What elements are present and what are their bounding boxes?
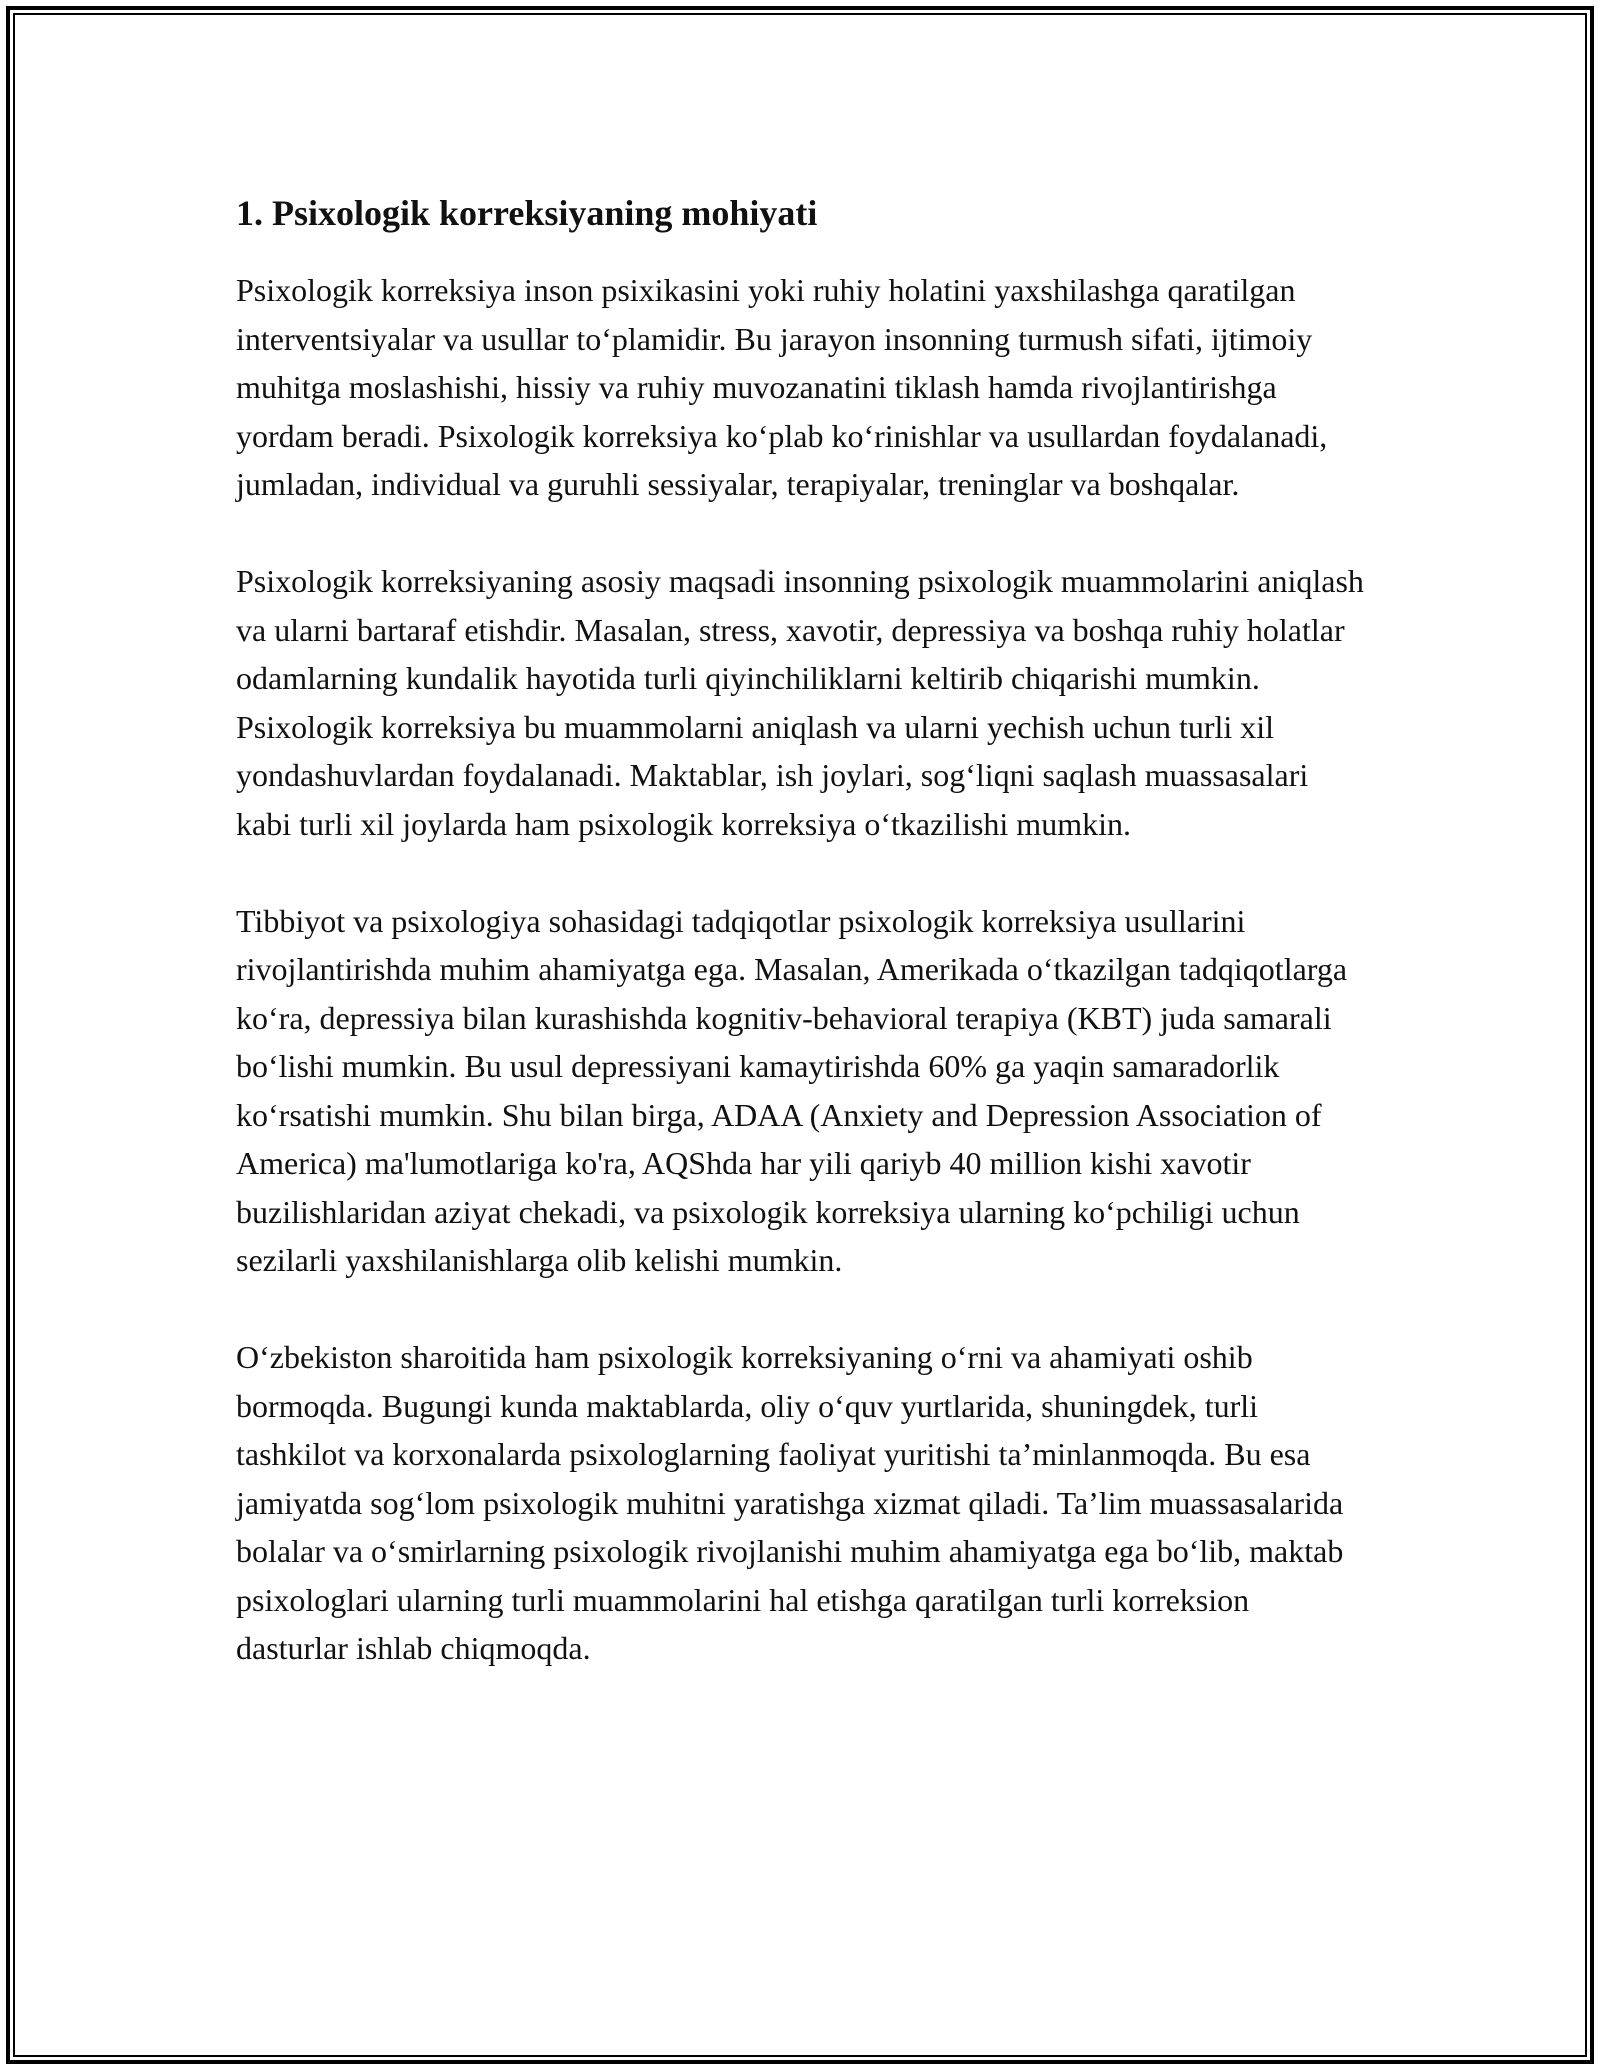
- section-title: 1. Psixologik korreksiyaning mohiyati: [236, 193, 818, 233]
- paragraph-2: Psixologik korreksiyaning asosiy maqsadi insonning psixologik muammolarini aniqlash va ularni bartaraf etishdir. Masalan, stress, xavotir, depressiya va boshqa ruhiy holatlar odamlarning kundalik hayotida turli qiyinchiliklarni keltirib chiqarishi mumkin. Psixologik korreksiya bu muammolarni aniqlash va ularni yechish uchun turli xil yondashuvlardan foydalanadi. Maktablar, ish joylari, sog‘liqni saqlash muassasalari kabi turli xil joylarda ham psixologik korreksiya o‘tkazilishi mumkin.: [236, 563, 1364, 842]
- paragraph-1: Psixologik korreksiya inson psixikasini yoki ruhiy holatini yaxshilashga qaratilgan interventsiyalar va usullar to‘plamidir. Bu jarayon insonning turmush sifati, ijtimoiy muhitga moslashishi, hissiy va ruhiy muvozanatini tiklash hamda rivojlantirishga yordam beradi. Psixologik korreksiya ko‘plab ko‘rinishlar va usullardan foydalanadi, jumladan, individual va guruhli sessiyalar, terapiyalar, treninglar va boshqalar.: [236, 272, 1328, 502]
- document-body: [236, 186, 1368, 1721]
- paragraph-4: O‘zbekiston sharoitida ham psixologik korreksiyaning o‘rni va ahamiyati oshib bormoqda. Bugungi kunda maktablarda, oliy o‘quv yurtlarida, shuningdek, turli tashkilot va korxonalarda psixologlarning faoliyat yuritishi ta’minlanmoqda. Bu esa jamiyatda sog‘lom psixologik muhitni yaratishga xizmat qiladi. Ta’lim muassasalarida bolalar va o‘smirlarning psixologik rivojlanishi muhim ahamiyatga ega bo‘lib, maktab psixologlari ularning turli muammolarini hal etishga qaratilgan turli korreksion dasturlar ishlab chiqmoqda.: [236, 1339, 1344, 1666]
- paragraph-3: Tibbiyot va psixologiya sohasidagi tadqiqotlar psixologik korreksiya usullarini rivojlantirishda muhim ahamiyatga ega. Masalan, Amerikada o‘tkazilgan tadqiqotlarga ko‘ra, depressiya bilan kurashishda kognitiv-behavioral terapiya (KBT) juda samarali bo‘lishi mumkin. Bu usul depressiyani kamaytirishda 60% ga yaqin samaradorlik ko‘rsatishi mumkin. Shu bilan birga, ADAA (Anxiety and Depression Association of America) ma'lumotlariga ko'ra, AQShda har yili qariyb 40 million kishi xavotir buzilishlaridan aziyat chekadi, va psixologik korreksiya ularning ko‘pchiligi uchun sezilarli yaxshilanishlarga olib kelishi mumkin.: [236, 902, 1348, 1278]
